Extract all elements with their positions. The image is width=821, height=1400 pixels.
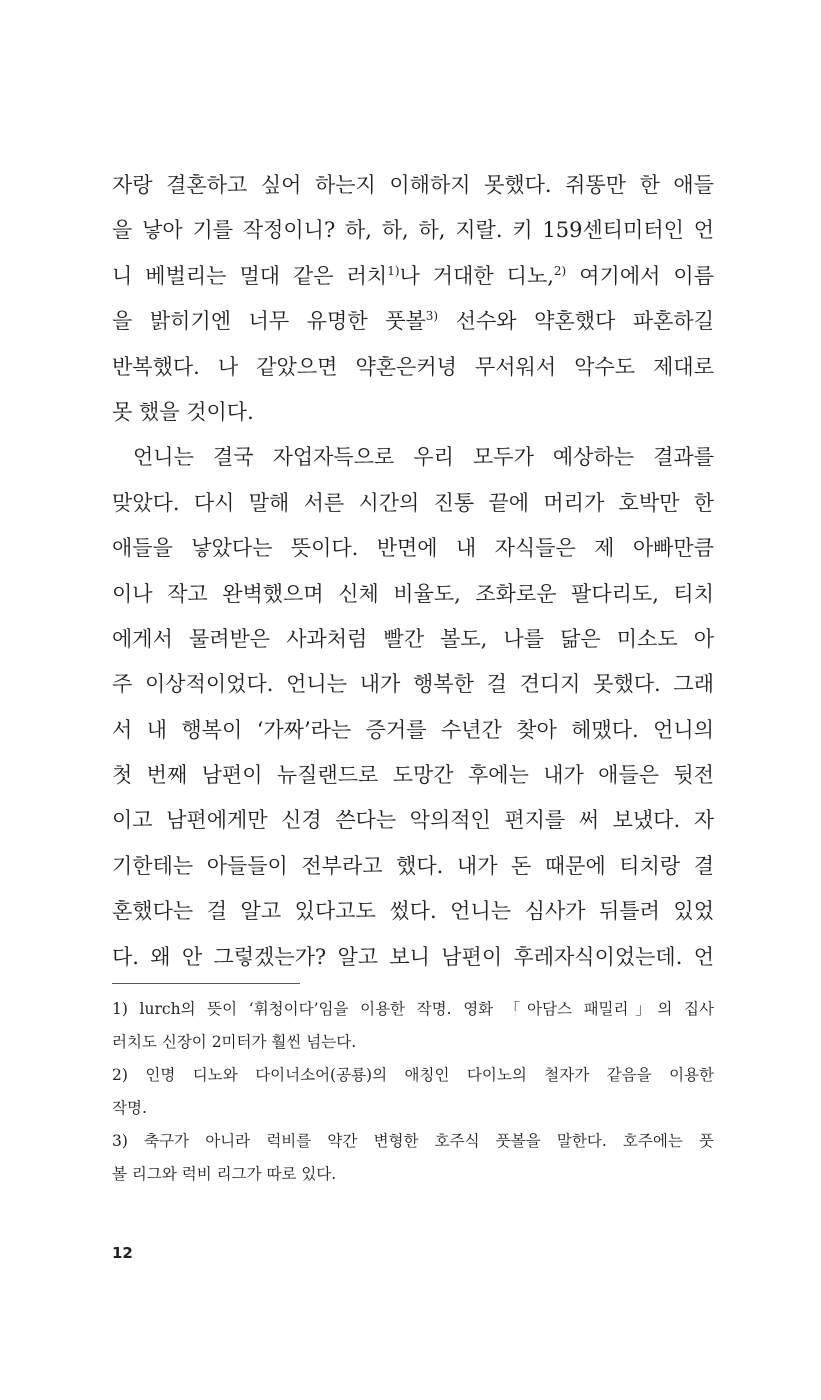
text-line xyxy=(112,299,714,344)
text-line: 반복했다. 나 같았으면 약혼은커녕 무서워서 악수도 제대로 xyxy=(112,354,714,379)
text-line: 에게서 물려받은 사과처럼 빨간 볼도, 나를 닮은 미소도 아 xyxy=(112,626,714,651)
text-line: 서 내 행복이 ‘가짜’라는 증거를 수년간 찾아 헤맸다. 언니의 xyxy=(112,717,714,742)
text-line: 첫 번째 남편이 뉴질랜드로 도망간 후에는 내가 애들은 뒷전 xyxy=(112,763,714,788)
text-line: 을 낳아 기를 작정이니? 하, 하, 하, 지랄. 키 159센티미터인 언 xyxy=(112,218,714,243)
footnote-line: 3) 축구가 아니라 럭비를 약간 변형한 호주식 풋볼을 말한다. 호주에는 풋 xyxy=(112,1132,714,1150)
text-line: 언니는 결국 자업자득으로 우리 모두가 예상하는 결과를 xyxy=(133,445,714,470)
footnote-divider xyxy=(112,983,300,984)
footnote-ref-1: 1) xyxy=(387,263,400,278)
text-segment: 선수와 약혼했다 파혼하길 xyxy=(438,309,715,334)
text-segment: 나 거대한 디노, xyxy=(399,263,554,288)
text-line: 이고 남편에게만 신경 쓴다는 악의적인 편지를 써 보냈다. 자 xyxy=(112,808,714,833)
text-line: 기한테는 아들들이 전부라고 했다. 내가 돈 때문에 티치랑 결 xyxy=(112,853,714,878)
text-line: 주 이상적이었다. 언니는 내가 행복한 걸 견디지 못했다. 그래 xyxy=(112,672,714,697)
footnote-ref-3: 3) xyxy=(425,309,439,324)
text-line: 못 했을 것이다. xyxy=(112,399,254,424)
text-line: 애들을 낳았다는 뜻이다. 반면에 내 자식들은 제 아빠만큼 xyxy=(112,536,714,561)
page-number: 12 xyxy=(112,1244,133,1262)
text-line: 이나 작고 완벽했으며 신체 비율도, 조화로운 팔다리도, 티치 xyxy=(112,581,714,606)
text-line: 자랑 결혼하고 싶어 하는지 이해하지 못했다. 쥐똥만 한 애들 xyxy=(112,173,714,197)
footnote-line: 1) lurch의 뜻이 ‘휘청이다’임을 이용한 작명. 영화 「아담스 패밀리」의 집사 xyxy=(112,1000,714,1018)
text-segment: 을 밝히기엔 너무 유명한 풋볼 xyxy=(112,309,426,334)
text-segment: 여기에서 이름 xyxy=(566,263,714,288)
footnote-ref-2: 2) xyxy=(553,263,567,278)
footnotes xyxy=(112,993,714,1191)
text-line: 혼했다는 걸 알고 있다고도 썼다. 언니는 심사가 뒤틀려 있었 xyxy=(112,899,714,924)
text-segment: 니 베벌리는 멀대 같은 러치 xyxy=(112,263,388,288)
footnote-line: 2) 인명 디노와 다이너소어(공룡)의 애칭인 다이노의 철자가 같음을 이용한 xyxy=(112,1066,714,1084)
text-line xyxy=(112,254,714,299)
footnote-line: 작명. xyxy=(112,1099,147,1117)
footnote-line: 러치도 신장이 2미터가 훨씬 넘는다. xyxy=(112,1033,357,1051)
footnote-line: 볼 리그와 럭비 리그가 따로 있다. xyxy=(112,1165,337,1183)
text-line: 다. 왜 안 그렇겠는가? 알고 보니 남편이 후레자식이었는데. 언 xyxy=(112,944,714,969)
body-text xyxy=(112,163,714,980)
text-line: 맞았다. 다시 말해 서른 시간의 진통 끝에 머리가 호박만 한 xyxy=(112,490,714,515)
